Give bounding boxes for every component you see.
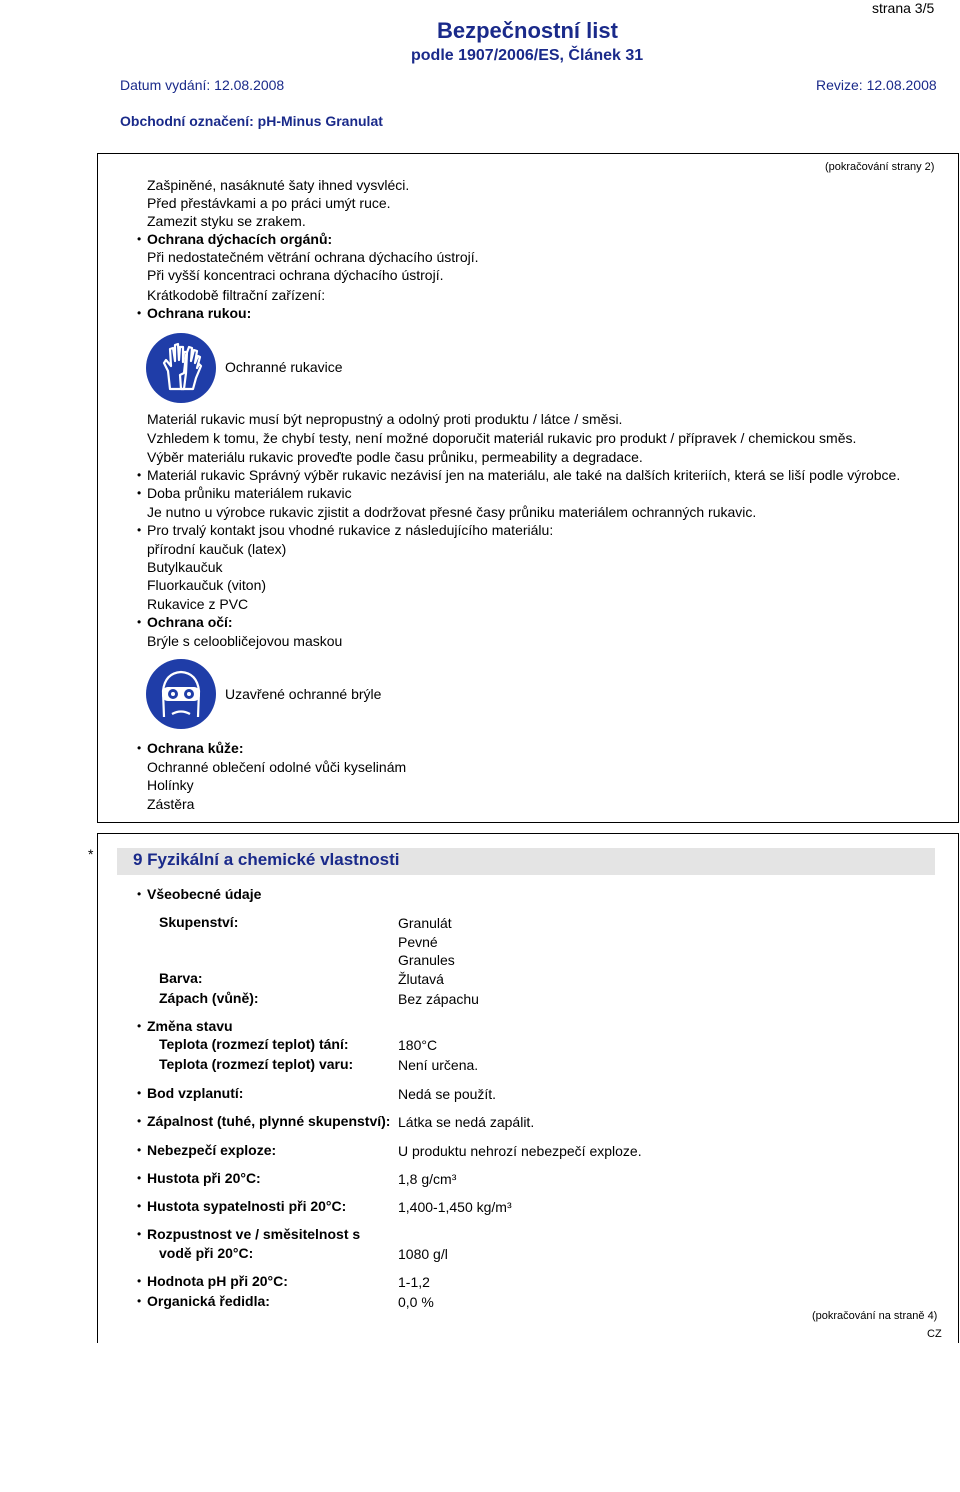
solvents-label: Organická ředidla: <box>147 1293 270 1309</box>
state-value: Granules <box>398 952 455 968</box>
bullet-icon: • <box>137 1019 142 1033</box>
bulk-density-label: Hustota sypatelnosti při 20°C: <box>147 1198 347 1214</box>
text-line: Před přestávkami a po práci umýt ruce. <box>147 195 391 211</box>
material-item: přírodní kaučuk (latex) <box>147 541 287 557</box>
text-line: Krátkodobě filtrační zařízení: <box>147 287 326 303</box>
bullet-icon: • <box>137 887 142 901</box>
country-code: CZ <box>927 1328 942 1340</box>
eye-protection-title: Ochrana očí: <box>147 614 233 630</box>
respiratory-title: Ochrana dýchacích orgánů: <box>147 231 333 247</box>
bullet-icon: • <box>137 1294 142 1308</box>
bulk-density-value: 1,400-1,450 kg/m³ <box>398 1199 512 1215</box>
bullet-icon: • <box>137 486 142 500</box>
change-marker: * <box>88 846 94 862</box>
solubility-label-cont: vodě při 20°C: <box>159 1245 254 1261</box>
section-9-title: 9 Fyzikální a chemické vlastnosti <box>133 850 400 869</box>
bullet-icon: • <box>137 1171 142 1185</box>
color-label: Barva: <box>159 970 203 986</box>
flash-point-value: Nedá se použít. <box>398 1086 497 1102</box>
goggles-label: Uzavřené ochranné brýle <box>225 686 382 702</box>
bullet-icon: • <box>137 741 142 755</box>
state-change-title: Změna stavu <box>147 1018 233 1034</box>
material-item: Rukavice z PVC <box>147 596 249 612</box>
continuation-from: (pokračování strany 2) <box>825 161 935 173</box>
flammability-value: Látka se nedá zapálit. <box>398 1114 535 1130</box>
explosion-label: Nebezpečí exploze: <box>147 1142 277 1158</box>
bullet-icon: • <box>137 615 142 629</box>
document-title: Bezpečnostní list <box>437 18 618 43</box>
explosion-value: U produktu nehrozí nebezpečí exploze. <box>398 1143 642 1159</box>
skin-protection-title: Ochrana kůže: <box>147 740 244 756</box>
eye-protection-text: Brýle s celoobličejovou maskou <box>147 633 343 649</box>
solubility-value: 1080 g/l <box>398 1246 448 1262</box>
issue-date: Datum vydání: 12.08.2008 <box>120 77 285 93</box>
trade-name: Obchodní označení: pH-Minus Granulat <box>120 113 383 129</box>
general-info-title: Všeobecné údaje <box>147 886 262 902</box>
text-line: Výběr materiálu rukavic proveďte podle času průniku, permeability a degradace. <box>147 449 643 465</box>
breakthrough-title: Doba průniku materiálem rukavic <box>147 485 352 501</box>
density-label: Hustota při 20°C: <box>147 1170 261 1186</box>
gloves-label: Ochranné rukavice <box>225 359 343 375</box>
revision-date: Revize: 12.08.2008 <box>816 77 937 93</box>
state-value: Pevné <box>398 934 438 950</box>
skin-item: Zástěra <box>147 796 195 812</box>
color-value: Žlutavá <box>398 971 444 987</box>
melting-label: Teplota (rozmezí teplot) tání: <box>159 1036 349 1052</box>
glove-material-text: Materiál rukavic Správný výběr rukavic nezávisí jen na materiálu, ale také na dalších kriteriích, která se liší podle výrobce. <box>147 467 901 483</box>
gloves-icon <box>146 333 216 403</box>
odor-label: Zápach (vůně): <box>159 990 259 1006</box>
flash-point-label: Bod vzplanutí: <box>147 1085 244 1101</box>
permanent-contact-title: Pro trvalý kontakt jsou vhodné rukavice z následujícího materiálu: <box>147 522 554 538</box>
bullet-icon: • <box>137 1086 142 1100</box>
material-item: Butylkaučuk <box>147 559 223 575</box>
melting-value: 180°C <box>398 1037 438 1053</box>
skin-item: Holínky <box>147 777 194 793</box>
state-value: Granulát <box>398 915 452 931</box>
document-subtitle: podle 1907/2006/ES, Článek 31 <box>411 47 644 64</box>
flammability-label: Zápalnost (tuhé, plynné skupenství): <box>147 1113 391 1129</box>
boiling-label: Teplota (rozmezí teplot) varu: <box>159 1056 354 1072</box>
state-label: Skupenství: <box>159 914 239 930</box>
solubility-label: Rozpustnost ve / směsitelnost s <box>147 1226 361 1242</box>
text-line: Materiál rukavic musí být nepropustný a odolný proti produktu / látce / směsi. <box>147 411 623 427</box>
odor-value: Bez zápachu <box>398 991 479 1007</box>
text-line: Při vyšší koncentraci ochrana dýchacího ústrojí. <box>147 267 444 283</box>
density-value: 1,8 g/cm³ <box>398 1171 457 1187</box>
ph-label: Hodnota pH při 20°C: <box>147 1273 288 1289</box>
bullet-icon: • <box>137 1227 142 1241</box>
continuation-to: (pokračování na straně 4) <box>812 1310 938 1322</box>
bullet-icon: • <box>137 306 142 320</box>
ph-value: 1-1,2 <box>398 1274 430 1290</box>
bullet-icon: • <box>137 468 142 482</box>
text-line: Vzhledem k tomu, že chybí testy, není možné doporučit materiál rukavic pro produkt / přípravek / chemickou směs. <box>147 430 857 446</box>
bullet-icon: • <box>137 1274 142 1288</box>
bullet-icon: • <box>137 1114 142 1128</box>
bullet-icon: • <box>137 1143 142 1157</box>
solvents-value: 0,0 % <box>398 1294 434 1310</box>
text-line: Zašpiněné, nasáknuté šaty ihned vysvléci. <box>147 177 410 193</box>
bullet-icon: • <box>137 232 142 246</box>
boiling-value: Není určena. <box>398 1057 479 1073</box>
skin-item: Ochranné oblečení odolné vůči kyselinám <box>147 759 407 775</box>
text-line: Zamezit styku se zrakem. <box>147 213 306 229</box>
goggles-icon <box>146 659 216 729</box>
text-line: Při nedostatečném větrání ochrana dýchacího ústrojí. <box>147 249 479 265</box>
page-number: strana 3/5 <box>872 0 935 16</box>
bullet-icon: • <box>137 1199 142 1213</box>
bullet-icon: • <box>137 523 142 537</box>
material-item: Fluorkaučuk (viton) <box>147 577 267 593</box>
breakthrough-text: Je nutno u výrobce rukavic zjistit a dodržovat přesné časy průniku materiálem ochranných rukavic. <box>147 504 757 520</box>
hand-protection-title: Ochrana rukou: <box>147 305 252 321</box>
